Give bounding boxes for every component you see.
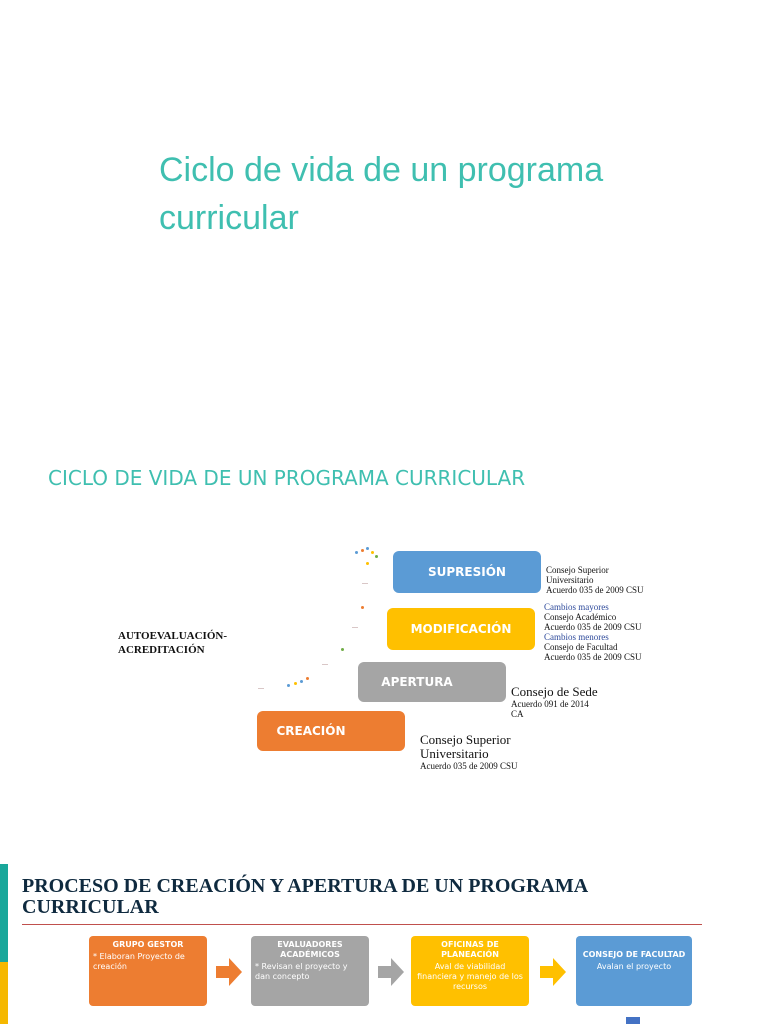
process-step-planeacion <box>411 936 529 1006</box>
trail-dash <box>258 688 264 689</box>
modificacion-note <box>544 602 642 662</box>
slide-corner-marker <box>626 1017 640 1024</box>
step-heading: GRUPO GESTOR <box>112 940 184 949</box>
trail-dot <box>294 682 297 685</box>
arrow-right-icon <box>378 958 404 986</box>
step-heading: CONSEJO DE FACULTAD <box>582 950 686 959</box>
apertura-note-line1: Consejo de Sede <box>511 684 598 699</box>
creacion-note-line2: Universitario <box>420 746 489 761</box>
step-body: * Revisan el proyecto y dan concepto <box>255 962 348 981</box>
title-underline <box>22 924 702 925</box>
trail-dash <box>322 664 328 665</box>
step-heading: OFICINAS DE PLANEACIÓN <box>441 940 499 959</box>
step-body: Avalan el proyecto <box>596 962 672 971</box>
creacion-note-line1: Consejo Superior <box>420 732 511 747</box>
cambios-menores-body1: Consejo de Facultad <box>544 642 618 652</box>
creacion-note-line3: Acuerdo 035 de 2009 CSU <box>420 761 518 771</box>
arrow-right-icon <box>540 958 566 986</box>
trail-dot <box>366 562 369 565</box>
apertura-note-line2: Acuerdo 091 de 2014 <box>511 699 589 709</box>
supresion-note-line1: Consejo Superior <box>546 565 609 575</box>
cambios-menores-label: Cambios menores <box>544 632 609 642</box>
slide3-title: PROCESO DE CREACIÓN Y APERTURA DE UN PROGRAMA CURRICULAR <box>22 875 588 918</box>
supresion-note-line3: Acuerdo 035 de 2009 CSU <box>546 585 644 595</box>
trail-dot <box>371 551 374 554</box>
step-body: Aval de viabilidad financiera y manejo de los recursos <box>417 962 523 991</box>
process-step-consejo-facultad <box>576 936 692 1006</box>
trail-dot <box>287 684 290 687</box>
trail-dot <box>355 551 358 554</box>
trail-dot <box>361 606 364 609</box>
apertura-note <box>511 685 598 719</box>
supresion-note-line2: Universitario <box>546 575 594 585</box>
trail-dot <box>341 648 344 651</box>
creacion-note <box>420 733 518 771</box>
trail-dot <box>306 677 309 680</box>
trail-dot <box>366 547 369 550</box>
autoevaluacion-label: AUTOEVALUACIÓN-ACREDITACIÓN <box>118 630 228 656</box>
trail-dash <box>362 583 368 584</box>
cambios-mayores-label: Cambios mayores <box>544 602 609 612</box>
step-heading: EVALUADORES ACADÉMICOS <box>277 940 343 959</box>
step-body: * Elaboran Proyecto de creación <box>93 952 185 971</box>
trail-dash <box>352 627 358 628</box>
stage-apertura: APERTURA <box>358 662 506 702</box>
process-step-grupo-gestor <box>89 936 207 1006</box>
trail-dot <box>375 555 378 558</box>
trail-dot <box>361 549 364 552</box>
stage-supresion: SUPRESIÓN <box>393 551 541 593</box>
arrow-right-icon <box>216 958 242 986</box>
apertura-note-line3: CA <box>511 709 524 719</box>
cambios-mayores-body2: Acuerdo 035 de 2009 CSU <box>544 622 642 632</box>
accent-bar-gold <box>0 962 8 1024</box>
supresion-note <box>546 565 644 595</box>
process-step-evaluadores <box>251 936 369 1006</box>
accent-bar-teal <box>0 864 8 962</box>
stage-modificacion: MODIFICACIÓN <box>387 608 535 650</box>
stage-creacion: CREACIÓN <box>257 711 405 751</box>
cambios-menores-body2: Acuerdo 035 de 2009 CSU <box>544 652 642 662</box>
slide1-title: Ciclo de vida de un programa curricular <box>159 151 604 237</box>
trail-dot <box>300 680 303 683</box>
slide2-title: CICLO DE VIDA DE UN PROGRAMA CURRICULAR <box>48 466 526 490</box>
cambios-mayores-body1: Consejo Académico <box>544 612 617 622</box>
